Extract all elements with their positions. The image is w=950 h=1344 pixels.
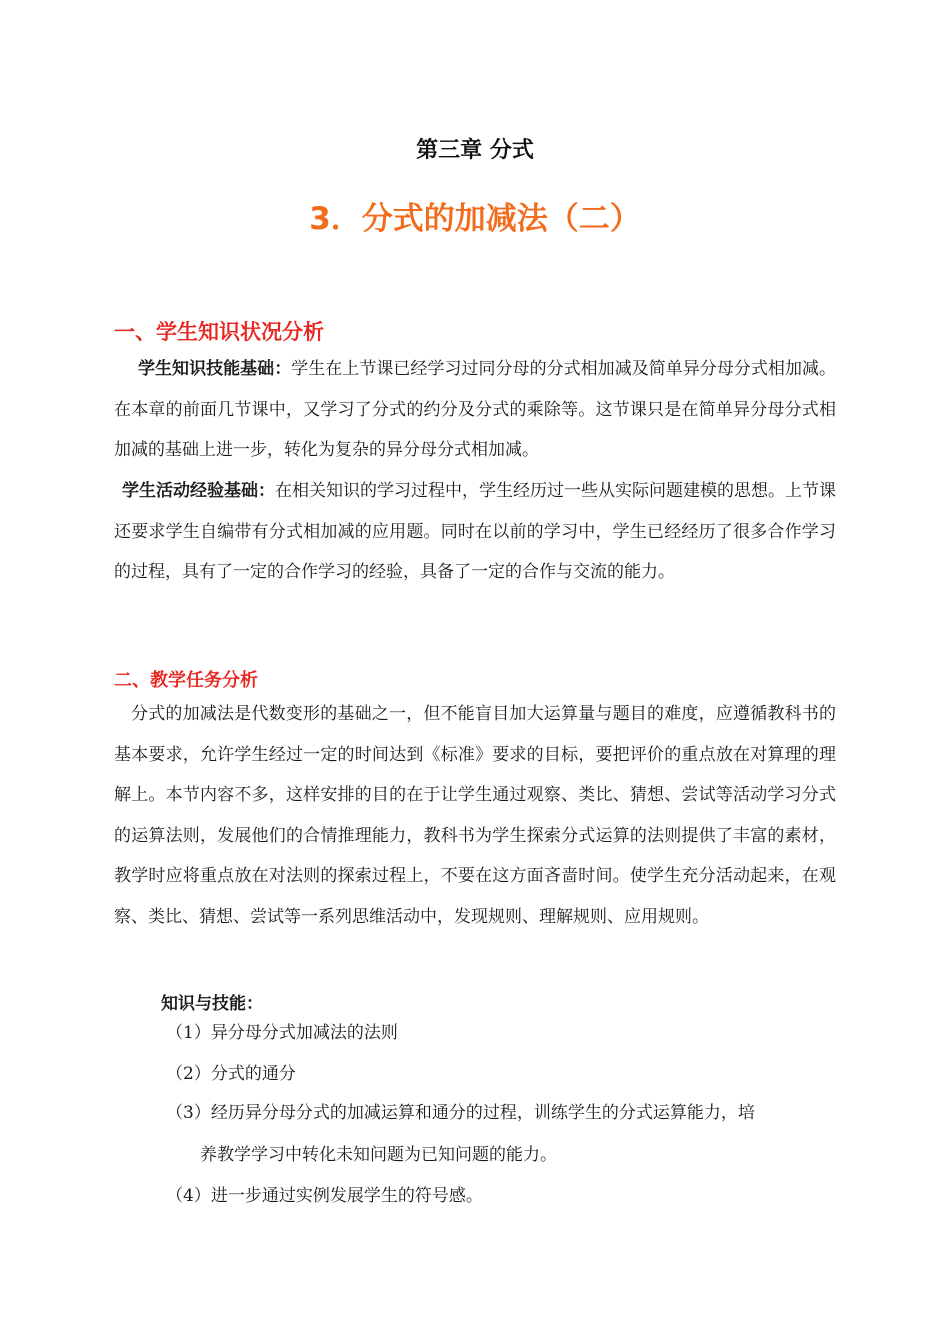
section2-paragraph: 分式的加减法是代数变形的基础之一，但不能盲目加大运算量与题目的难度，应遵循教科书的基本要求，允许学生经过一定的时间达到《标准》要求的目标，要把评价的重点放在对算理的理解上。本节内容不多，这样安排的目的在于让学生通过观察、类比、猜想、尝试等活动学习分式的运算法则，发展他们的合情推理能力，教科书为学生探索分式运算的法则提供了丰富的素材，教学时应将重点放在对法则的探索过程上，不要在这方面吝啬时间。使学生充分活动起来，在观察、类比、猜想、尝试等一系列思维活动中，发现规则、理解规则、应用规则。 bbox=[114, 704, 836, 927]
paragraph-text: 学生在上节课已经学习过同分母的分式相加减及简单异分母分式相加减。在本章的前面几节课中，又学习了分式的约分及分式的乘除等。这节课只是在简单异分母分式相加减的基础上进一步，转化为复杂的异分母分式相加减。 bbox=[114, 359, 837, 460]
section1-paragraph-1 bbox=[114, 349, 836, 471]
paragraph-lead: 学生知识技能基础： bbox=[138, 359, 292, 379]
paragraph-lead: 学生活动经验基础： bbox=[122, 481, 275, 501]
list-item: （3）经历异分母分式的加减运算和通分的过程，训练学生的分式运算能力，培 bbox=[166, 1103, 755, 1123]
section1-heading: 一、学生知识状况分析 bbox=[114, 320, 324, 344]
section2-heading: 二、教学任务分析 bbox=[114, 670, 258, 691]
section1-paragraph-2 bbox=[114, 471, 836, 593]
list-item: （2）分式的通分 bbox=[166, 1064, 296, 1084]
knowledge-skills-heading: 知识与技能： bbox=[161, 994, 263, 1014]
chapter-title: 第三章 分式 bbox=[416, 138, 534, 163]
list-item-continuation: 养教学学习中转化未知问题为已知问题的能力。 bbox=[200, 1145, 557, 1165]
lesson-title: 3．分式的加减法（二） bbox=[309, 201, 641, 237]
paragraph-text: 在相关知识的学习过程中，学生经历过一些从实际问题建模的思想。上节课还要求学生自编带有分式相加减的应用题。同时在以前的学习中，学生已经经历了很多合作学习的过程，具有了一定的合作学习的经验，具备了一定的合作与交流的能力。 bbox=[114, 481, 836, 582]
list-item: （4）进一步通过实例发展学生的符号感。 bbox=[166, 1186, 483, 1206]
list-item: （1）异分母分式加减法的法则 bbox=[166, 1023, 398, 1043]
